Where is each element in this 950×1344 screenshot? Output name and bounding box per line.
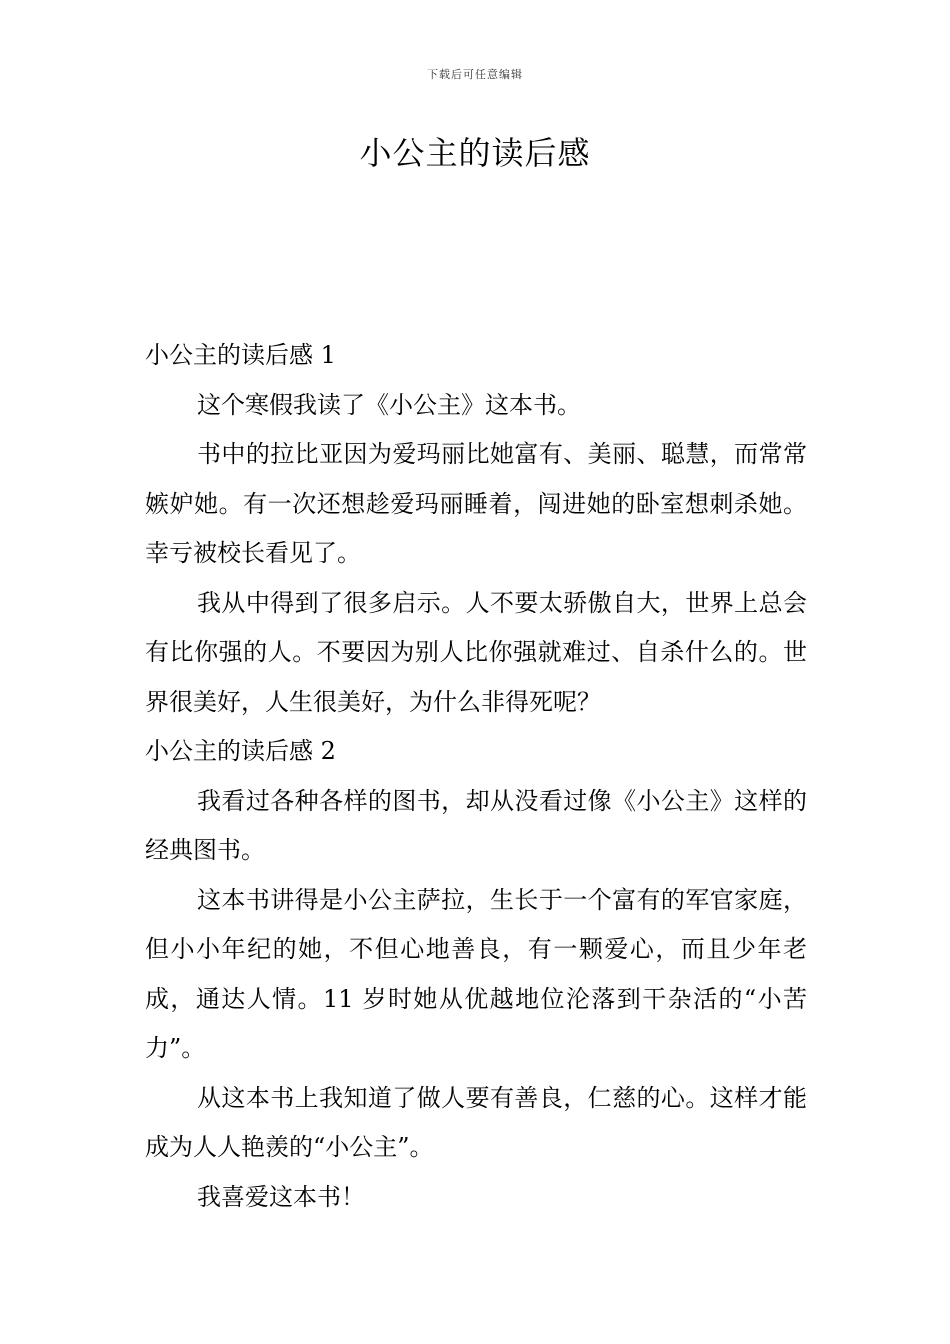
paragraph: 这个寒假我读了《小公主》这本书。 (197, 390, 581, 419)
paragraph: 我从中得到了很多启示。人不要太骄傲自大，世界上总会有比你强的人。不要因为别人比你强就难过、自杀什么的。世界很美好，人生很美好，为什么非得死呢？ (145, 588, 807, 716)
paragraph: 我喜爱这本书！ (197, 1182, 365, 1211)
paragraph: 这本书讲得是小公主萨拉，生长于一个富有的军官家庭，但小小年纪的她，不但心地善良，有一颗爱心，而且少年老成，通达人情。11 岁时她从优越地位沦落到干杂活的“小苦力”。 (145, 885, 807, 1062)
paragraph: 书中的拉比亚因为爱玛丽比她富有、美丽、聪慧，而常常嫉妒她。有一次还想趁爱玛丽睡着，闯进她的卧室想刺杀她。幸亏被校长看见了。 (145, 440, 807, 567)
paragraph: 从这本书上我知道了做人要有善良，仁慈的心。这样才能成为人人艳羡的“小公主”。 (145, 1083, 807, 1161)
document-title: 小公主的读后感 (359, 134, 591, 172)
paragraph: 我看过各种各样的图书，却从没看过像《小公主》这样的经典图书。 (145, 786, 807, 864)
header-note: 下载后可任意编辑 (427, 68, 523, 81)
section-heading-1: 小公主的读后感 1 (145, 341, 336, 369)
section-heading-2: 小公主的读后感 2 (145, 737, 336, 765)
document-body (145, 331, 807, 1222)
